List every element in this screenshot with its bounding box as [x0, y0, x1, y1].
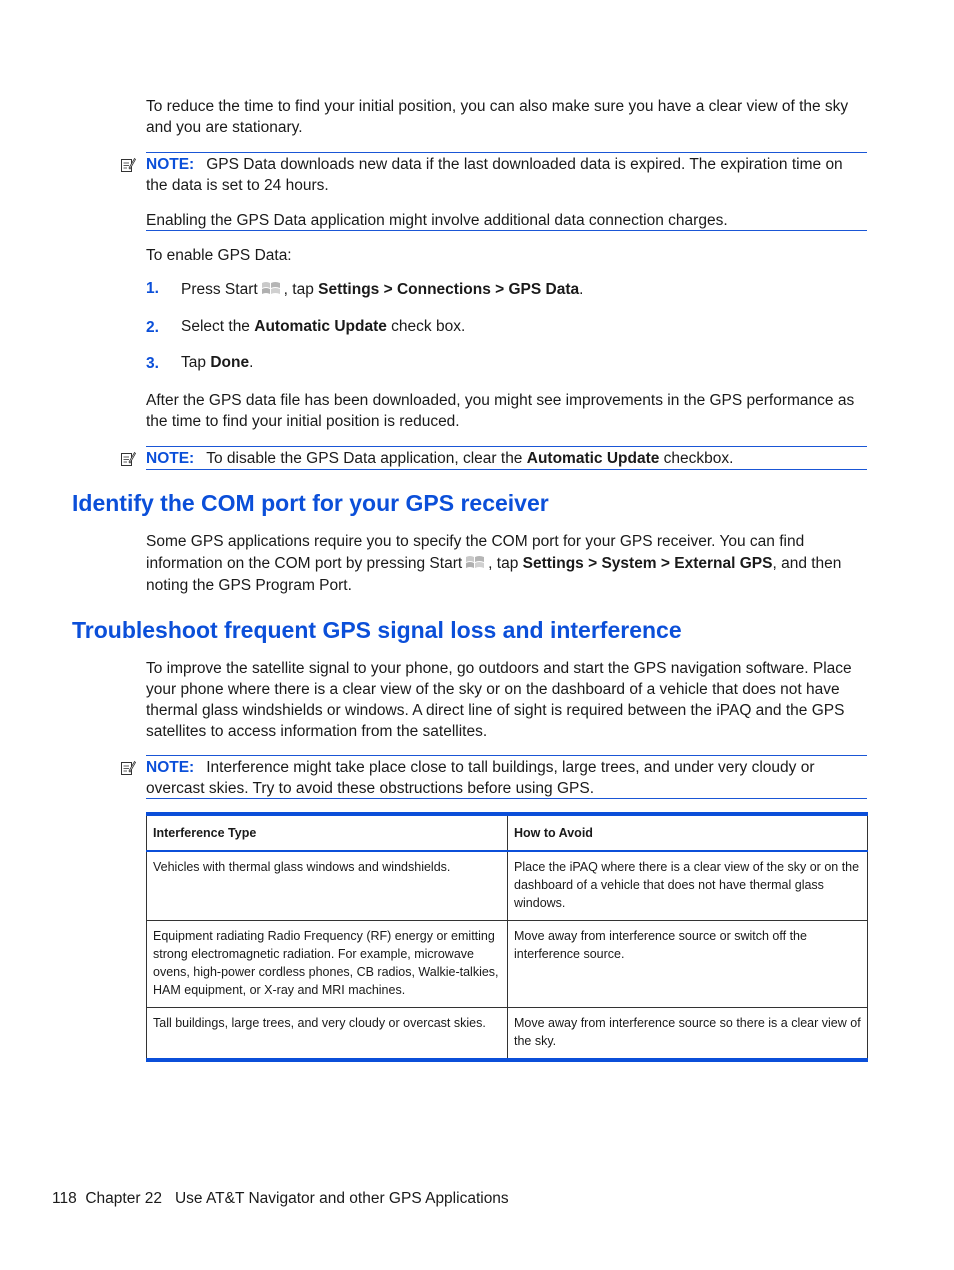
note-bold-text: Automatic Update — [526, 450, 660, 467]
page-number: 118 — [52, 1190, 77, 1207]
note-extra-text: Enabling the GPS Data application might involve additional data connection charges. — [146, 212, 728, 229]
after-steps-paragraph: After the GPS data file has been downloaded, you might see improvements in the GPS performance as the time to find your initial position is reduced. — [146, 392, 855, 430]
step-number: 3. — [146, 355, 159, 372]
note-text-end: checkbox. — [659, 450, 734, 467]
note-box-interference — [146, 755, 867, 799]
table-cell: Vehicles with thermal glass windows and windshields. — [147, 851, 508, 921]
table-row — [147, 851, 868, 921]
com-port-paragraph: Some GPS applications require you to specify the COM port for your GPS receiver. You can find information on the COM port by pressing Start , tap Settings > System > External GPS, and then noting the GPS Program Port. — [146, 533, 842, 594]
step-text: Select the Automatic Update check box. — [181, 318, 466, 335]
note-text: GPS Data downloads new data if the last downloaded data is expired. The expiration time on the data is set to 24 hours. — [146, 156, 843, 194]
step-number: 1. — [146, 280, 159, 297]
note-pencil-icon — [120, 760, 136, 776]
step-number: 2. — [146, 319, 159, 336]
enable-intro: To enable GPS Data: — [146, 247, 292, 264]
table-cell: Move away from interference source so there is a clear view of the sky. — [508, 1008, 868, 1061]
table-header-cell: Interference Type — [147, 814, 508, 851]
note-text: Interference might take place close to tall buildings, large trees, and under very cloudy or overcast skies. Try to avoid these obstructions before using GPS. — [146, 759, 815, 797]
table-row — [147, 1008, 868, 1061]
note-box-disable — [146, 446, 867, 470]
windows-start-icon — [464, 553, 486, 573]
note-label: NOTE: — [146, 156, 195, 173]
table-cell: Tall buildings, large trees, and very cloudy or overcast skies. — [147, 1008, 508, 1061]
table-row — [147, 921, 868, 1008]
page-footer — [52, 1190, 509, 1208]
section-heading-com-port: Identify the COM port for your GPS receiver — [72, 490, 549, 516]
step-text: Press Start , tap Settings > Connections > GPS Data. — [181, 281, 584, 298]
note-text: To disable the GPS Data application, clear the — [206, 450, 527, 467]
note-label: NOTE: — [146, 759, 195, 776]
intro-paragraph: To reduce the time to find your initial position, you can also make sure you have a clear view of the sky and you are stationary. — [146, 98, 849, 136]
note-pencil-icon — [120, 157, 136, 173]
table-cell: Move away from interference source or switch off the interference source. — [508, 921, 868, 1008]
table-cell: Place the iPAQ where there is a clear view of the sky or on the dashboard of a vehicle that does not have thermal glass windows. — [508, 851, 868, 921]
footer-title: Use AT&T Navigator and other GPS Applications — [174, 1190, 509, 1207]
note-label: NOTE: — [146, 450, 195, 467]
troubleshoot-paragraph: To improve the satellite signal to your phone, go outdoors and start the GPS navigation software. Place your phone where there is a clear view of the sky or on the dashboard of a vehicle that does not have thermal glass windshields or windows. A direct line of sight is required between the iPAQ and the GPS satellites to access information from the satellites. — [146, 660, 852, 740]
table-header-cell: How to Avoid — [508, 814, 868, 851]
section-heading-troubleshoot: Troubleshoot frequent GPS signal loss and interference — [72, 617, 682, 643]
step-text: Tap Done. — [181, 354, 254, 371]
windows-start-icon — [260, 279, 282, 299]
interference-table — [146, 812, 868, 1062]
table-cell: Equipment radiating Radio Frequency (RF) energy or emitting strong electromagnetic radiation. For example, microwave ovens, high-power cordless phones, CB radios, Walkie-talkies, HAM equipment, or X-ray and MRI machines. — [147, 921, 508, 1008]
note-box-expiration — [146, 152, 867, 231]
note-pencil-icon — [120, 451, 136, 467]
table-header-row — [147, 814, 868, 851]
footer-chapter: Chapter 22 — [85, 1190, 163, 1207]
